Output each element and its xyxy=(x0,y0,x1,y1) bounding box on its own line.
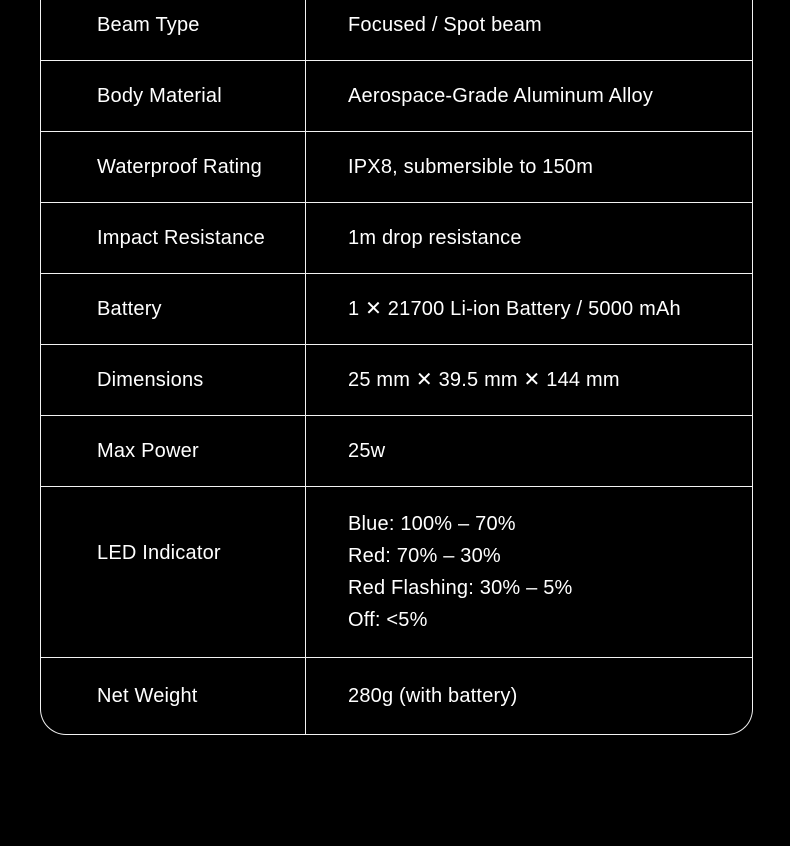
spec-value xyxy=(306,487,752,657)
table-row xyxy=(41,132,752,203)
spec-value xyxy=(306,658,752,734)
spec-value-line: Red Flashing: 30% – 5% xyxy=(348,577,573,599)
table-row xyxy=(41,274,752,345)
spec-value xyxy=(306,0,752,60)
table-row xyxy=(41,345,752,416)
spec-value-line: Off: <5% xyxy=(348,609,428,631)
spec-value-line: Red: 70% – 30% xyxy=(348,545,501,567)
spec-label: Dimensions xyxy=(41,345,306,415)
spec-value xyxy=(306,274,752,344)
spec-value xyxy=(306,132,752,202)
spec-value-line: Aerospace-Grade Aluminum Alloy xyxy=(348,85,654,107)
spec-value-line: IPX8, submersible to 150m xyxy=(348,156,594,178)
spec-label: Net Weight xyxy=(41,658,306,734)
table-row xyxy=(41,203,752,274)
spec-label: Beam Type xyxy=(41,0,306,60)
table-row xyxy=(41,0,752,61)
spec-label: Max Power xyxy=(41,416,306,486)
table-row xyxy=(41,658,752,734)
spec-value xyxy=(306,416,752,486)
spec-label: LED Indicator xyxy=(41,487,306,657)
table-row xyxy=(41,416,752,487)
spec-value-line: Focused / Spot beam xyxy=(348,14,542,36)
table-row xyxy=(41,61,752,132)
spec-value-line: 25w xyxy=(348,440,386,462)
spec-label: Battery xyxy=(41,274,306,344)
spec-value xyxy=(306,61,752,131)
spec-value xyxy=(306,203,752,273)
product-spec-table xyxy=(40,0,753,735)
spec-label: Body Material xyxy=(41,61,306,131)
spec-value-line: 1m drop resistance xyxy=(348,227,522,249)
spec-value-line: 280g (with battery) xyxy=(348,685,518,707)
spec-value xyxy=(306,345,752,415)
spec-label: Waterproof Rating xyxy=(41,132,306,202)
spec-value-line: 1 ✕ 21700 Li-ion Battery / 5000 mAh xyxy=(348,298,681,320)
spec-label: Impact Resistance xyxy=(41,203,306,273)
table-row xyxy=(41,487,752,658)
spec-value-line: 25 mm ✕ 39.5 mm ✕ 144 mm xyxy=(348,369,620,391)
spec-value-line: Blue: 100% – 70% xyxy=(348,513,516,535)
